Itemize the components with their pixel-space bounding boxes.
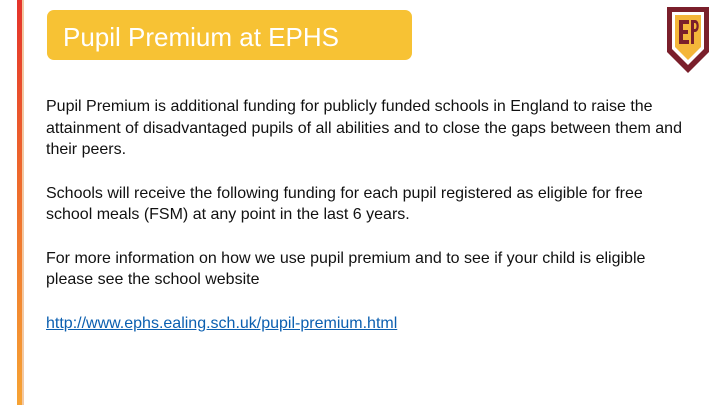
page-title: Pupil Premium at EPHS	[63, 22, 339, 52]
link-paragraph	[46, 313, 686, 335]
left-accent-line	[22, 0, 24, 405]
school-crest-logo-icon	[664, 4, 712, 76]
school-website-link[interactable]: http://www.ephs.ealing.sch.uk/pupil-premium.html	[46, 314, 398, 332]
paragraph-intro: Pupil Premium is additional funding for publicly funded schools in England to raise the attainment of disadvantaged pupils of all abilities and to close the gaps between them and their peers.	[46, 98, 682, 158]
paragraph-funding: Schools will receive the following funding for each pupil registered as eligible for free school meals (FSM) at any point in the last 6 years.	[46, 184, 643, 223]
body-content	[46, 96, 686, 356]
paragraph-more-info: For more information on how we use pupil premium and to see if your child is eligible please see the school website	[46, 249, 646, 288]
